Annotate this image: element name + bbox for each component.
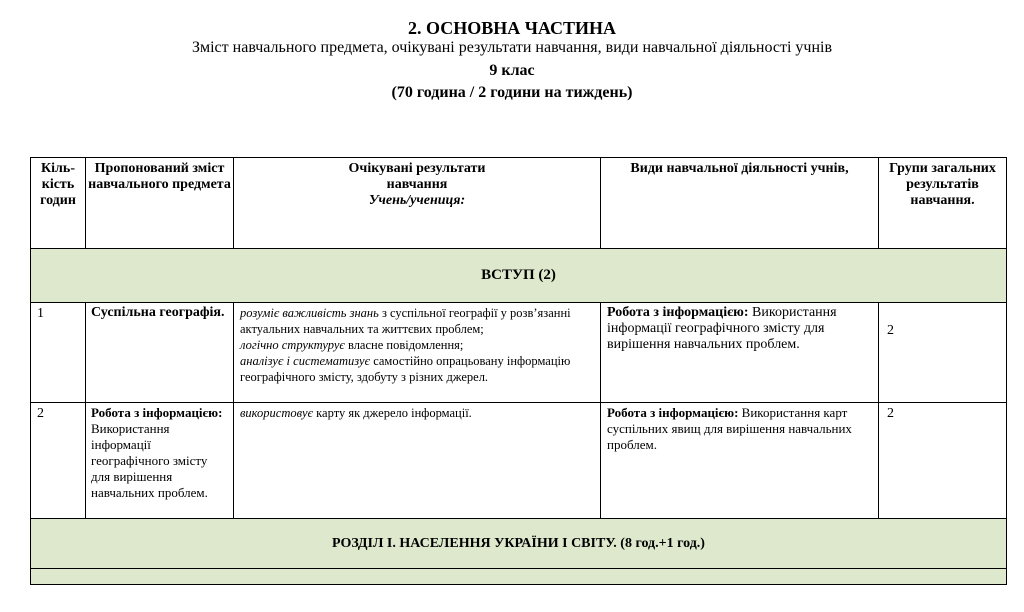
result-text: власне повідомлення;	[344, 338, 464, 352]
col-header-results	[234, 158, 601, 249]
grade-label: 9 клас	[489, 62, 535, 79]
row-results	[234, 403, 601, 519]
row-topic	[86, 303, 234, 403]
result-verb: аналізує	[240, 354, 284, 368]
section-heading: 2. ОСНОВНА ЧАСТИНА	[407, 18, 617, 38]
result-text: карту як джерело інформації.	[313, 406, 472, 420]
result-text: самостійно опрацьовану інформацію географічного змісту, здобуту з різних джерел.	[240, 354, 571, 384]
header-row	[31, 158, 1007, 249]
section-spacer-row	[31, 569, 1007, 585]
row-hours: 2	[31, 403, 86, 519]
section-row	[31, 519, 1007, 569]
intro-section-row	[31, 249, 1007, 303]
activity-text: Використання інформації географічного змісту для вирішення навчальних проблем.	[607, 305, 837, 352]
row-group: 2	[879, 303, 1007, 403]
curriculum-table	[30, 157, 1007, 585]
col-header-activities: Види навчальної діяльності учнів,	[601, 158, 879, 249]
row-hours: 1	[31, 303, 86, 403]
col-header-content: Пропонований зміст навчального предмета	[86, 158, 234, 249]
table-row	[31, 403, 1007, 519]
row-topic	[86, 403, 234, 519]
col-header-results-line2: навчання	[386, 177, 448, 192]
row-activities	[601, 303, 879, 403]
col-header-groups: Групи загальних результатів навчання.	[879, 158, 1007, 249]
result-verb: розуміє важливість знань	[240, 306, 379, 320]
row-activities	[601, 403, 879, 519]
row-results	[234, 303, 601, 403]
result-verb: логічно структурує	[240, 338, 345, 352]
topic-label: Робота з інформацією:	[91, 405, 223, 420]
activity-label: Робота з інформацією:	[607, 305, 749, 320]
activity-text: Використання карт суспільних явищ для вирішення навчальних проблем.	[607, 405, 852, 452]
table-row	[31, 303, 1007, 403]
section-subtitle: Зміст навчального предмета, очікувані результати навчання, види навчальної діяльності учнів	[191, 39, 833, 56]
row-group: 2	[879, 403, 1007, 519]
hours-label: (70 година / 2 години на тиждень)	[391, 84, 633, 101]
result-verb: використовує	[240, 406, 314, 420]
result-connector: і	[283, 354, 294, 368]
result-verb: систематизує	[293, 354, 371, 368]
col-header-results-line1: Очікувані результати	[348, 161, 486, 176]
col-header-hours: Кіль-кість годин	[31, 158, 86, 249]
result-text: з суспільної географії у розв’язанні актуальних навчальних та життєвих проблем;	[240, 306, 571, 336]
section-title: РОЗДІЛ І. НАСЕЛЕННЯ УКРАЇНИ І СВІТУ. (8 год.+1 год.)	[31, 519, 1007, 569]
activity-label: Робота з інформацією:	[607, 405, 739, 420]
section-spacer	[31, 569, 1007, 585]
intro-section-title: ВСТУП (2)	[31, 249, 1007, 303]
topic-text: Використання інформації географічного змісту для вирішення навчальних проблем.	[91, 421, 208, 500]
topic-title: Суспільна географія.	[91, 305, 225, 320]
col-header-results-sub: Учень/учениця:	[368, 193, 466, 208]
